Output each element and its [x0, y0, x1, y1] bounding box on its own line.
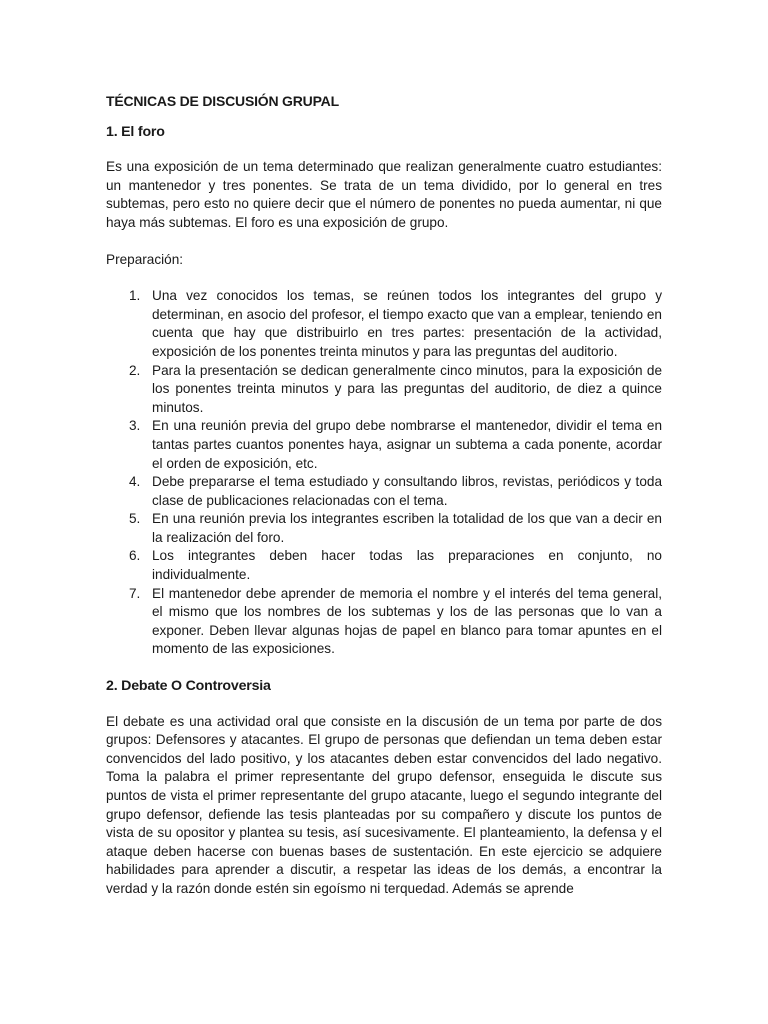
list-item-number: 1.: [129, 288, 141, 304]
list-item: [106, 473, 662, 510]
list-item-text: El mantenedor debe aprender de memoria el nombre y el interés del tema general, el mismo que los nombres de los subtemas y los de las personas que lo van a exponer. Deben llevar algunas hojas de papel en blanco para tomar apuntes en el momento de las exposiciones.: [152, 585, 662, 657]
list-item: [106, 362, 662, 418]
section-heading-foro: 1. El foro: [106, 123, 165, 140]
list-item-number: 6.: [129, 548, 141, 564]
debate-body-paragraph: El debate es una actividad oral que consiste en la discusión de un tema por parte de dos grupos: Defensores y atacantes. El grupo de personas que defiendan un tema deben estar convencidos del lado positivo, y los atacantes deben estar convencidos del lado negativo. Toma la palabra el primer representante del grupo defensor, enseguida le discute sus puntos de vista el primer representante del grupo atacante, luego el segundo integrante del grupo defensor, defiende las tesis planteadas por su compañero y discute los puntos de vista de su opositor y plantea su tesis, así sucesivamente. El planteamiento, la defensa y el ataque deben hacerse con buenas bases de sustentación. En este ejercicio se adquiere habilidades para aprender a discutir, a respetar las ideas de los demás, a encontrar la verdad y la razón donde estén sin egoísmo ni terquedad. Además se aprende: [106, 713, 662, 896]
list-item-text: Debe prepararse el tema estudiado y consultando libros, revistas, periódicos y toda clase de publicaciones relacionadas con el tema.: [152, 474, 662, 508]
list-item: [106, 510, 662, 547]
list-item-text: En una reunión previa del grupo debe nombrarse el mantenedor, dividir el tema en tantas partes cuantos ponentes haya, asignar un subtema a cada ponente, acordar el orden de exposición, etc.: [152, 418, 662, 471]
preparation-steps-list: [106, 287, 662, 659]
list-item: [106, 287, 662, 361]
list-item: [106, 417, 662, 473]
list-item: [106, 585, 662, 659]
document-title: TÉCNICAS DE DISCUSIÓN GRUPAL: [106, 93, 339, 109]
list-item-number: 7.: [129, 585, 141, 601]
document-page: [106, 92, 662, 917]
foro-intro-paragraph: Es una exposición de un tema determinado que realizan generalmente cuatro estudiantes: un mantenedor y tres ponentes. Se trata de un tema dividido, por lo general en tres subtemas, pero esto no quiere decir que el número de ponentes no pueda aumentar, ni que haya más subtemas. El foro es una exposición de grupo.: [106, 159, 662, 230]
list-item-text: Una vez conocidos los temas, se reúnen todos los integrantes del grupo y determinan, en asocio del profesor, el tiempo exacto que van a emplear, teniendo en cuenta que hay que distribuirlo en tres partes: presentación de la actividad, exposición de los ponentes treinta minutos y para las preguntas del auditorio.: [152, 288, 662, 359]
preparation-label: Preparación:: [106, 251, 184, 267]
list-item-number: 3.: [129, 418, 141, 434]
list-item: [106, 547, 662, 584]
list-item-text: Los integrantes deben hacer todas las preparaciones en conjunto, no individualmente.: [152, 548, 662, 583]
list-item-text: Para la presentación se dedican generalmente cinco minutos, para la exposición de los ponentes treinta minutos y para las preguntas del auditorio, de diez a quince minutos.: [152, 362, 662, 415]
list-item-number: 4.: [129, 474, 141, 490]
list-item-number: 2.: [129, 362, 141, 378]
list-item-number: 5.: [129, 511, 141, 527]
list-item-text: En una reunión previa los integrantes escriben la totalidad de los que van a decir en la realización del foro.: [152, 511, 662, 545]
section-heading-debate: 2. Debate O Controversia: [106, 678, 271, 695]
